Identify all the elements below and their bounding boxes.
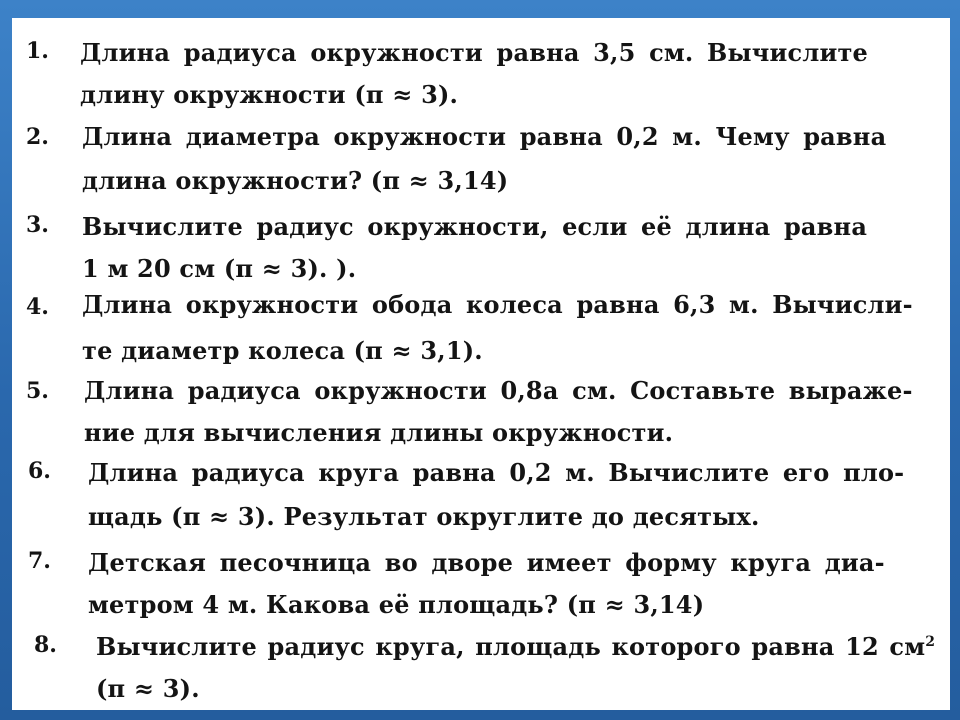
problem-number: 3. (26, 212, 49, 238)
problem-text-line-2: ние для вычисления длины окружности. (84, 418, 674, 447)
problem-text-main: Вычислите радиус круга, площадь которого равна 12 см (96, 632, 926, 661)
problem-number: 7. (28, 548, 51, 574)
problem-text-line-1: Длина радиуса круга равна 0,2 м. Вычислите его пло- (88, 458, 905, 487)
problem-text-line-2: щадь (π ≈ 3). Результат округлите до десятых. (88, 502, 760, 531)
problem-text-line-2: длину окружности (π ≈ 3). (80, 80, 459, 109)
problem-number: 4. (26, 294, 49, 320)
problem-number: 6. (28, 458, 51, 484)
problem-text-line-2: длина окружности? (π ≈ 3,14) (82, 166, 509, 195)
superscript-exponent: 2 (925, 634, 936, 650)
problem-text-line-1: Длина радиуса окружности 0,8a см. Составьте выраже- (84, 376, 913, 405)
problem-text-line-2: метром 4 м. Какова её площадь? (π ≈ 3,14) (88, 590, 705, 619)
problem-text-line-2: те диаметр колеса (π ≈ 3,1). (82, 336, 483, 365)
problem-number: 5. (26, 378, 49, 404)
problem-sheet (12, 18, 950, 710)
problem-number: 8. (34, 632, 57, 658)
problem-text-line-2: (π ≈ 3). (96, 674, 200, 703)
problem-text-line-1: Детская песочница во дворе имеет форму круга диа- (88, 548, 885, 577)
problem-text-line-1 (96, 632, 935, 661)
problem-text-line-1: Длина радиуса окружности равна 3,5 см. Вычислите (80, 38, 869, 67)
problem-text-line-1: Вычислите радиус окружности, если её длина равна (82, 212, 868, 241)
problem-text-line-1: Длина диаметра окружности равна 0,2 м. Чему равна (82, 122, 887, 151)
problem-number: 1. (26, 38, 49, 64)
problem-number: 2. (26, 124, 49, 150)
problem-text-line-2: 1 м 20 см (π ≈ 3). ). (82, 254, 357, 283)
problem-text-line-1: Длина окружности обода колеса равна 6,3 м. Вычисли- (82, 290, 913, 319)
